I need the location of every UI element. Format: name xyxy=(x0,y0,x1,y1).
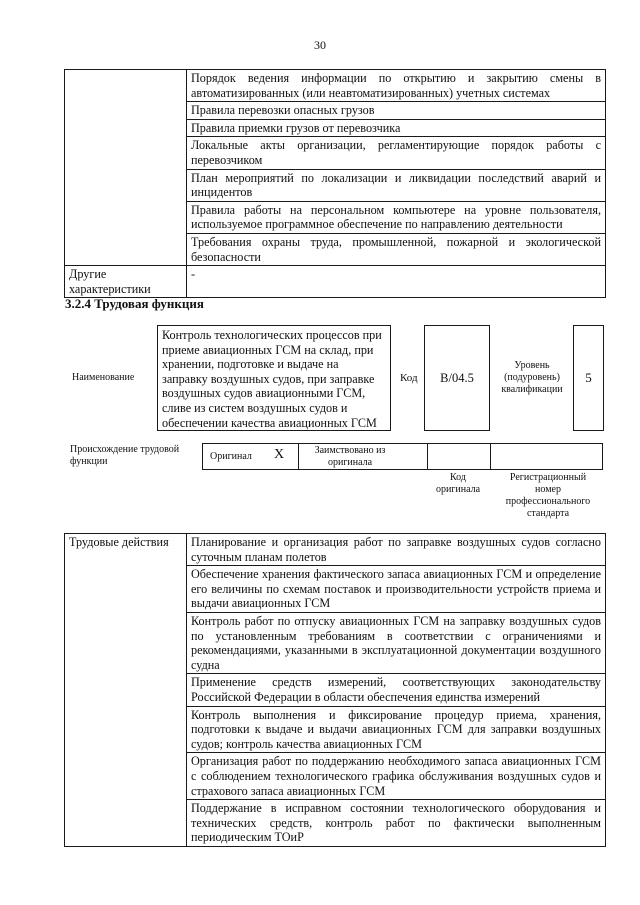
table-row: Организация работ по поддержанию необходимого запаса авиационных ГСМ с соблюдением технологического графика обслуживания воздушных судов и страхового запаса авиационных ГСМ xyxy=(187,753,606,800)
section-title: 3.2.4 Трудовая функция xyxy=(65,296,204,311)
level-value: 5 xyxy=(585,370,592,385)
original-mark: X xyxy=(274,447,285,462)
table-row: Локальные акты организации, регламентирующие порядок работы с перевозчиком xyxy=(187,137,606,169)
page-number: 30 xyxy=(314,38,326,52)
table-row: Правила приемки грузов от перевозчика xyxy=(187,119,606,137)
borrowed-label: Заимствовано из оригинала xyxy=(314,445,386,468)
origin-divider-1 xyxy=(298,443,299,470)
table-row: Планирование и организация работ по заправке воздушных судов согласно суточным планам полетов xyxy=(187,534,606,566)
qualification-level-label: Уровень (подуровень) квалификации xyxy=(501,360,563,395)
table-row: Обеспечение хранения фактического запаса авиационных ГСМ и определение его величины по схемам поставок и производительности устройств приема и выдачи авиационных ГСМ xyxy=(187,566,606,613)
original-label: Оригинал xyxy=(210,451,252,462)
table-empty-label-cell xyxy=(65,70,187,266)
code-box xyxy=(424,325,490,431)
table-row: Правила перевозки опасных грузов xyxy=(187,102,606,120)
origin-row xyxy=(202,443,603,470)
code-label: Код xyxy=(400,372,418,384)
table-row: План мероприятий по локализации и ликвидации последствий аварий и инцидентов xyxy=(187,169,606,201)
code-value: В/04.5 xyxy=(440,370,474,385)
table-row: Порядок ведения информации по открытию и закрытию смены в автоматизированных (или неавтоматизированных) учетных системах xyxy=(187,70,606,102)
table-row: Контроль работ по отпуску авиационных ГСМ на заправку воздушных судов по установленным требованиям в соответствии с ограничениями и рекомендациями, указанными в эксплуатационной документации воздушного судна xyxy=(187,612,606,673)
code-original-caption: Код оригинала xyxy=(435,472,481,495)
other-characteristics-label: Другие характеристики xyxy=(65,266,187,298)
labor-actions-table xyxy=(64,533,606,847)
table-row: Правила работы на персональном компьютере на уровне пользователя, используемое программное обеспечение по направлению деятельности xyxy=(187,201,606,233)
registration-number-caption: Регистрационный номер профессионального стандарта xyxy=(505,472,591,519)
function-name: Контроль технологических процессов при приеме авиационных ГСМ на склад, при хранении, подготовке и выдаче на заправку воздушных судов, при заправке воздушных судов авиационными ГСМ, сливе из систем воздушных судов и обеспечении качества авиационных ГСМ xyxy=(162,328,382,430)
other-characteristics-value: - xyxy=(187,266,606,298)
table-row: Применение средств измерений, соответствующих законодательству Российской Федерации в области обеспечения единства измерений xyxy=(187,674,606,706)
level-box xyxy=(573,325,604,431)
function-name-box xyxy=(157,325,391,431)
name-label: Наименование xyxy=(72,372,135,383)
knowledge-table xyxy=(64,69,606,298)
labor-actions-label: Трудовые действия xyxy=(65,534,187,847)
table-row: Контроль выполнения и фиксирование процедур приема, хранения, подготовки к выдаче и выдачи авиационных ГСМ для заправки воздушных судов; контроль качества авиационных ГСМ xyxy=(187,706,606,753)
origin-divider-2 xyxy=(427,443,428,470)
origin-label: Происхождение трудовой функции xyxy=(70,444,180,467)
table-row: Поддержание в исправном состоянии технологического оборудования и технических средств, контроль работ по фактически выполненным периодическим ТОиР xyxy=(187,800,606,847)
table-row: Требования охраны труда, промышленной, пожарной и экологической безопасности xyxy=(187,233,606,265)
origin-divider-3 xyxy=(490,443,491,470)
